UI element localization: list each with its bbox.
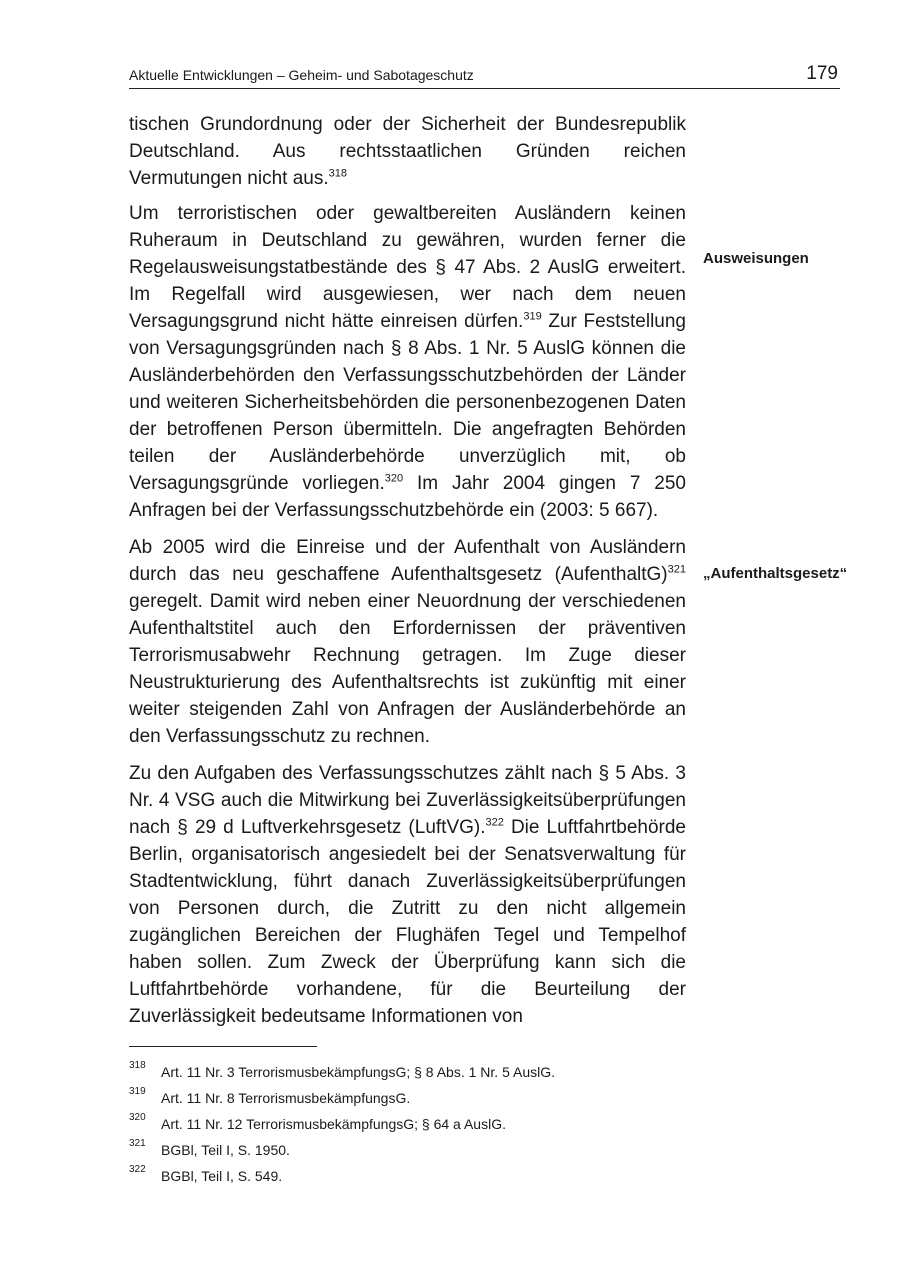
- footnote-321: [129, 1138, 729, 1164]
- paragraph-text: Die Luftfahrtbehörde Berlin, organisatorisch angesiedelt bei der Senatsverwaltung für Stadtentwicklung, führt danach Zuverlässigkeitsüberprüfungen von Personen durch, die Zutritt zu den nicht allgemein zugänglichen Bereichen der Flughäfen Tegel und Tempelhof haben sollen. Zum Zweck der Überprüfung kann sich die Luftfahrtbehörde vorhandene, für die Beurteilung der Zuverlässigkeit bedeutsame Informationen von: [129, 817, 686, 1027]
- paragraph-text: Zur Feststellung von Versagungsgründen nach § 8 Abs. 1 Nr. 5 AuslG können die Ausländerbehörden den Verfassungsschutzbehörden der Länder und weiteren Sicherheitsbehörden die personenbezogenen Daten der betroffenen Person übermitteln. Die angefragten Behörden teilen der Ausländerbehörde unverzüglich mit, ob Versagungsgründe vorliegen.: [129, 311, 686, 494]
- paragraph-text: tischen Grundordnung oder der Sicherheit der Bundesrepublik Deutschland. Aus rechtsstaatlichen Gründen reichen Vermutungen nicht aus.: [129, 114, 686, 189]
- main-text: [129, 111, 686, 1040]
- running-title: Aktuelle Entwicklungen – Geheim- und Sabotageschutz: [129, 67, 474, 83]
- footnote-ref-322[interactable]: 322: [485, 816, 504, 829]
- footnote-separator: [129, 1046, 317, 1047]
- footnote-ref-318[interactable]: 318: [328, 167, 347, 180]
- footnote-text: BGBl, Teil I, S. 549.: [161, 1168, 283, 1184]
- paragraph-2: [129, 200, 686, 524]
- footnote-number: 322: [129, 1164, 146, 1175]
- footnote-ref-320[interactable]: 320: [384, 472, 404, 485]
- page-number: 179: [806, 63, 838, 84]
- paragraph-text: Ab 2005 wird die Einreise und der Aufenthalt von Ausländern durch das neu geschaffene Aufenthaltsgesetz (AufenthaltG): [129, 537, 686, 585]
- footnote-text: Art. 11 Nr. 3 TerrorismusbekämpfungsG; § 8 Abs. 1 Nr. 5 AuslG.: [161, 1064, 555, 1080]
- footnote-text: Art. 11 Nr. 8 TerrorismusbekämpfungsG.: [161, 1090, 411, 1106]
- paragraph-text: Zu den Aufgaben des Verfassungsschutzes zählt nach § 5 Abs. 3 Nr. 4 VSG auch die Mitwirkung bei Zuverlässigkeitsüberprüfungen nach § 29 d Luftverkehrsgesetz (LuftVG).: [129, 763, 686, 838]
- footnote-number: 321: [129, 1138, 146, 1149]
- paragraph-1: [129, 111, 686, 192]
- footnote-number: 320: [129, 1112, 146, 1123]
- footnote-322: [129, 1164, 729, 1190]
- footnote-ref-321[interactable]: 321: [667, 563, 686, 576]
- footnote-318: [129, 1060, 729, 1086]
- paragraph-4: [129, 760, 686, 1030]
- footnote-320: [129, 1112, 729, 1138]
- footnote-number: 318: [129, 1060, 146, 1071]
- footnote-319: [129, 1086, 729, 1112]
- paragraph-text: geregelt. Damit wird neben einer Neuordnung der verschiedenen Aufenthaltstitel auch den Erfordernissen der präventiven Terrorismusabwehr Rechnung getragen. Im Zuge dieser Neustrukturierung des Aufenthaltsrechts ist zukünftig mit einer weiter steigenden Zahl von Anfragen der Ausländerbehörde an den Verfassungsschutz zu rechnen.: [129, 591, 686, 747]
- footnote-text: Art. 11 Nr. 12 TerrorismusbekämpfungsG; § 64 a AuslG.: [161, 1116, 506, 1132]
- paragraph-text: Im Jahr 2004 gingen 7 250 Anfragen bei der Verfassungsschutzbehörde ein (2003: 5 667).: [129, 473, 686, 521]
- footnotes: [129, 1060, 729, 1190]
- margin-note-aufenthaltsgesetz: „Aufenthaltsgesetz“: [703, 565, 848, 582]
- paragraph-3: [129, 534, 686, 750]
- paragraph-text: Um terroristischen oder gewaltbereiten Ausländern keinen Ruheraum in Deutschland zu gewähren, wurden ferner die Regelausweisungstatbestände des § 47 Abs. 2 AuslG erweitert. Im Regelfall wird ausgewiesen, wer nach dem neuen Versagungsgrund nicht hätte einreisen dürfen.: [129, 203, 686, 332]
- footnote-number: 319: [129, 1086, 146, 1097]
- page-header: [129, 60, 840, 89]
- margin-note-ausweisungen: Ausweisungen: [703, 250, 809, 267]
- footnote-ref-319[interactable]: 319: [523, 310, 542, 323]
- footnote-text: BGBl, Teil I, S. 1950.: [161, 1142, 290, 1158]
